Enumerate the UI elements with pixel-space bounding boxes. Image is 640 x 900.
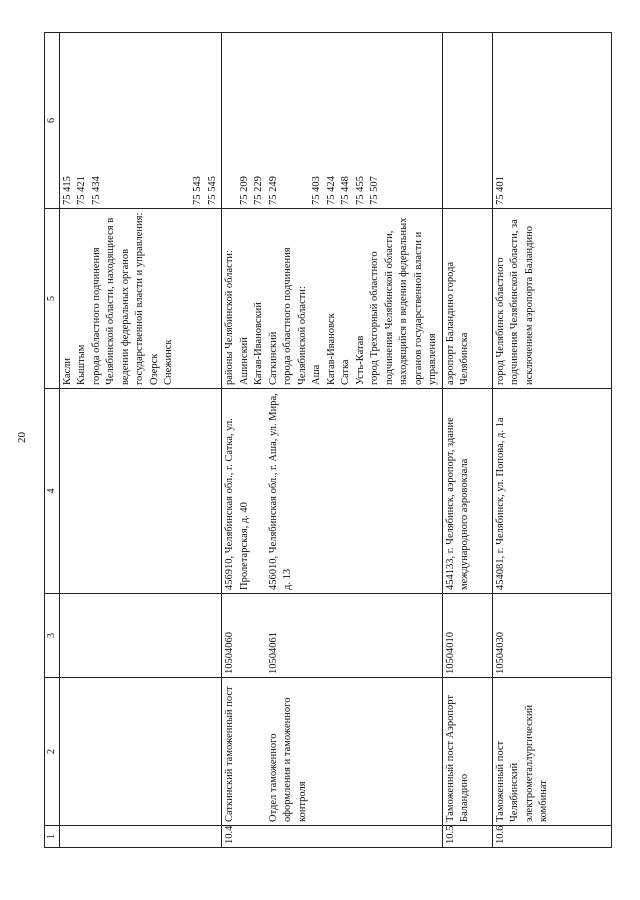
table-row: [492, 33, 611, 848]
okato-codes: 75 209 75 229 75 249 75 403 75 424 75 448 75 455 75 507: [222, 33, 442, 209]
post-name: Таможенный пост Челябинский электрометаллургический комбинат: [492, 678, 611, 826]
table-row: [60, 33, 222, 848]
customs-posts-table: [44, 32, 612, 848]
okato-codes: [442, 33, 492, 209]
post-address: 454133, г. Челябинск, аэропорт, здание международного аэровокзала: [442, 389, 492, 594]
okato-codes: 75 415 75 421 75 434 75 543 75 545: [60, 33, 222, 209]
post-code: 10504010: [442, 594, 492, 678]
page-number: 20: [16, 432, 28, 443]
row-number: 10.4: [222, 826, 442, 848]
territory: город Челябинск областного подчинения Челябинской области, за исключением аэропорта Баландино: [492, 209, 611, 389]
territory: районы Челябинской области: Ашинский Катав-Ивановский Саткинский города областного подчинения Челябинской области: Аша Катав-Ивановск Сатка Усть-Катав город Трехгорный областного подчинения Челябинской области, находящийся в ведении федеральных органов государственной власти и управления: [222, 209, 442, 389]
post-name: Саткинский таможенный пост Отдел таможенного оформления и таможенного контроля: [222, 678, 442, 826]
territory: Касли Кыштым города областного подчинения Челябинской области, находящиеся в ведении федеральных органов государственной власти и управления: Озерск Снежинск: [60, 209, 222, 389]
col-header-3: 3: [45, 594, 60, 678]
col-header-6: 6: [45, 33, 60, 209]
okato-codes: 75 401: [492, 33, 611, 209]
table-row: [222, 33, 442, 848]
post-address: 454081, г. Челябинск, ул. Попова, д. 1а: [492, 389, 611, 594]
territory: аэропорт Баландино города Челябинска: [442, 209, 492, 389]
post-code: [60, 594, 222, 678]
col-header-2: 2: [45, 678, 60, 826]
col-header-4: 4: [45, 389, 60, 594]
col-header-5: 5: [45, 209, 60, 389]
row-number: [60, 826, 222, 848]
post-name: [60, 678, 222, 826]
header-row: [45, 33, 60, 848]
post-name: Таможенный пост Аэропорт Баландино: [442, 678, 492, 826]
row-number: 10.5: [442, 826, 492, 848]
post-address: 456910, Челябинская обл., г. Сатка, ул. Пролетарская, д. 40 456010, Челябинская обл., г. Аша, ул. Мира, д. 13: [222, 389, 442, 594]
table-row: [442, 33, 492, 848]
post-code: 10504060 10504061: [222, 594, 442, 678]
row-number: 10.6: [492, 826, 611, 848]
post-code: 10504030: [492, 594, 611, 678]
rotated-page: [44, 33, 612, 848]
post-address: [60, 389, 222, 594]
col-header-1: 1: [45, 826, 60, 848]
